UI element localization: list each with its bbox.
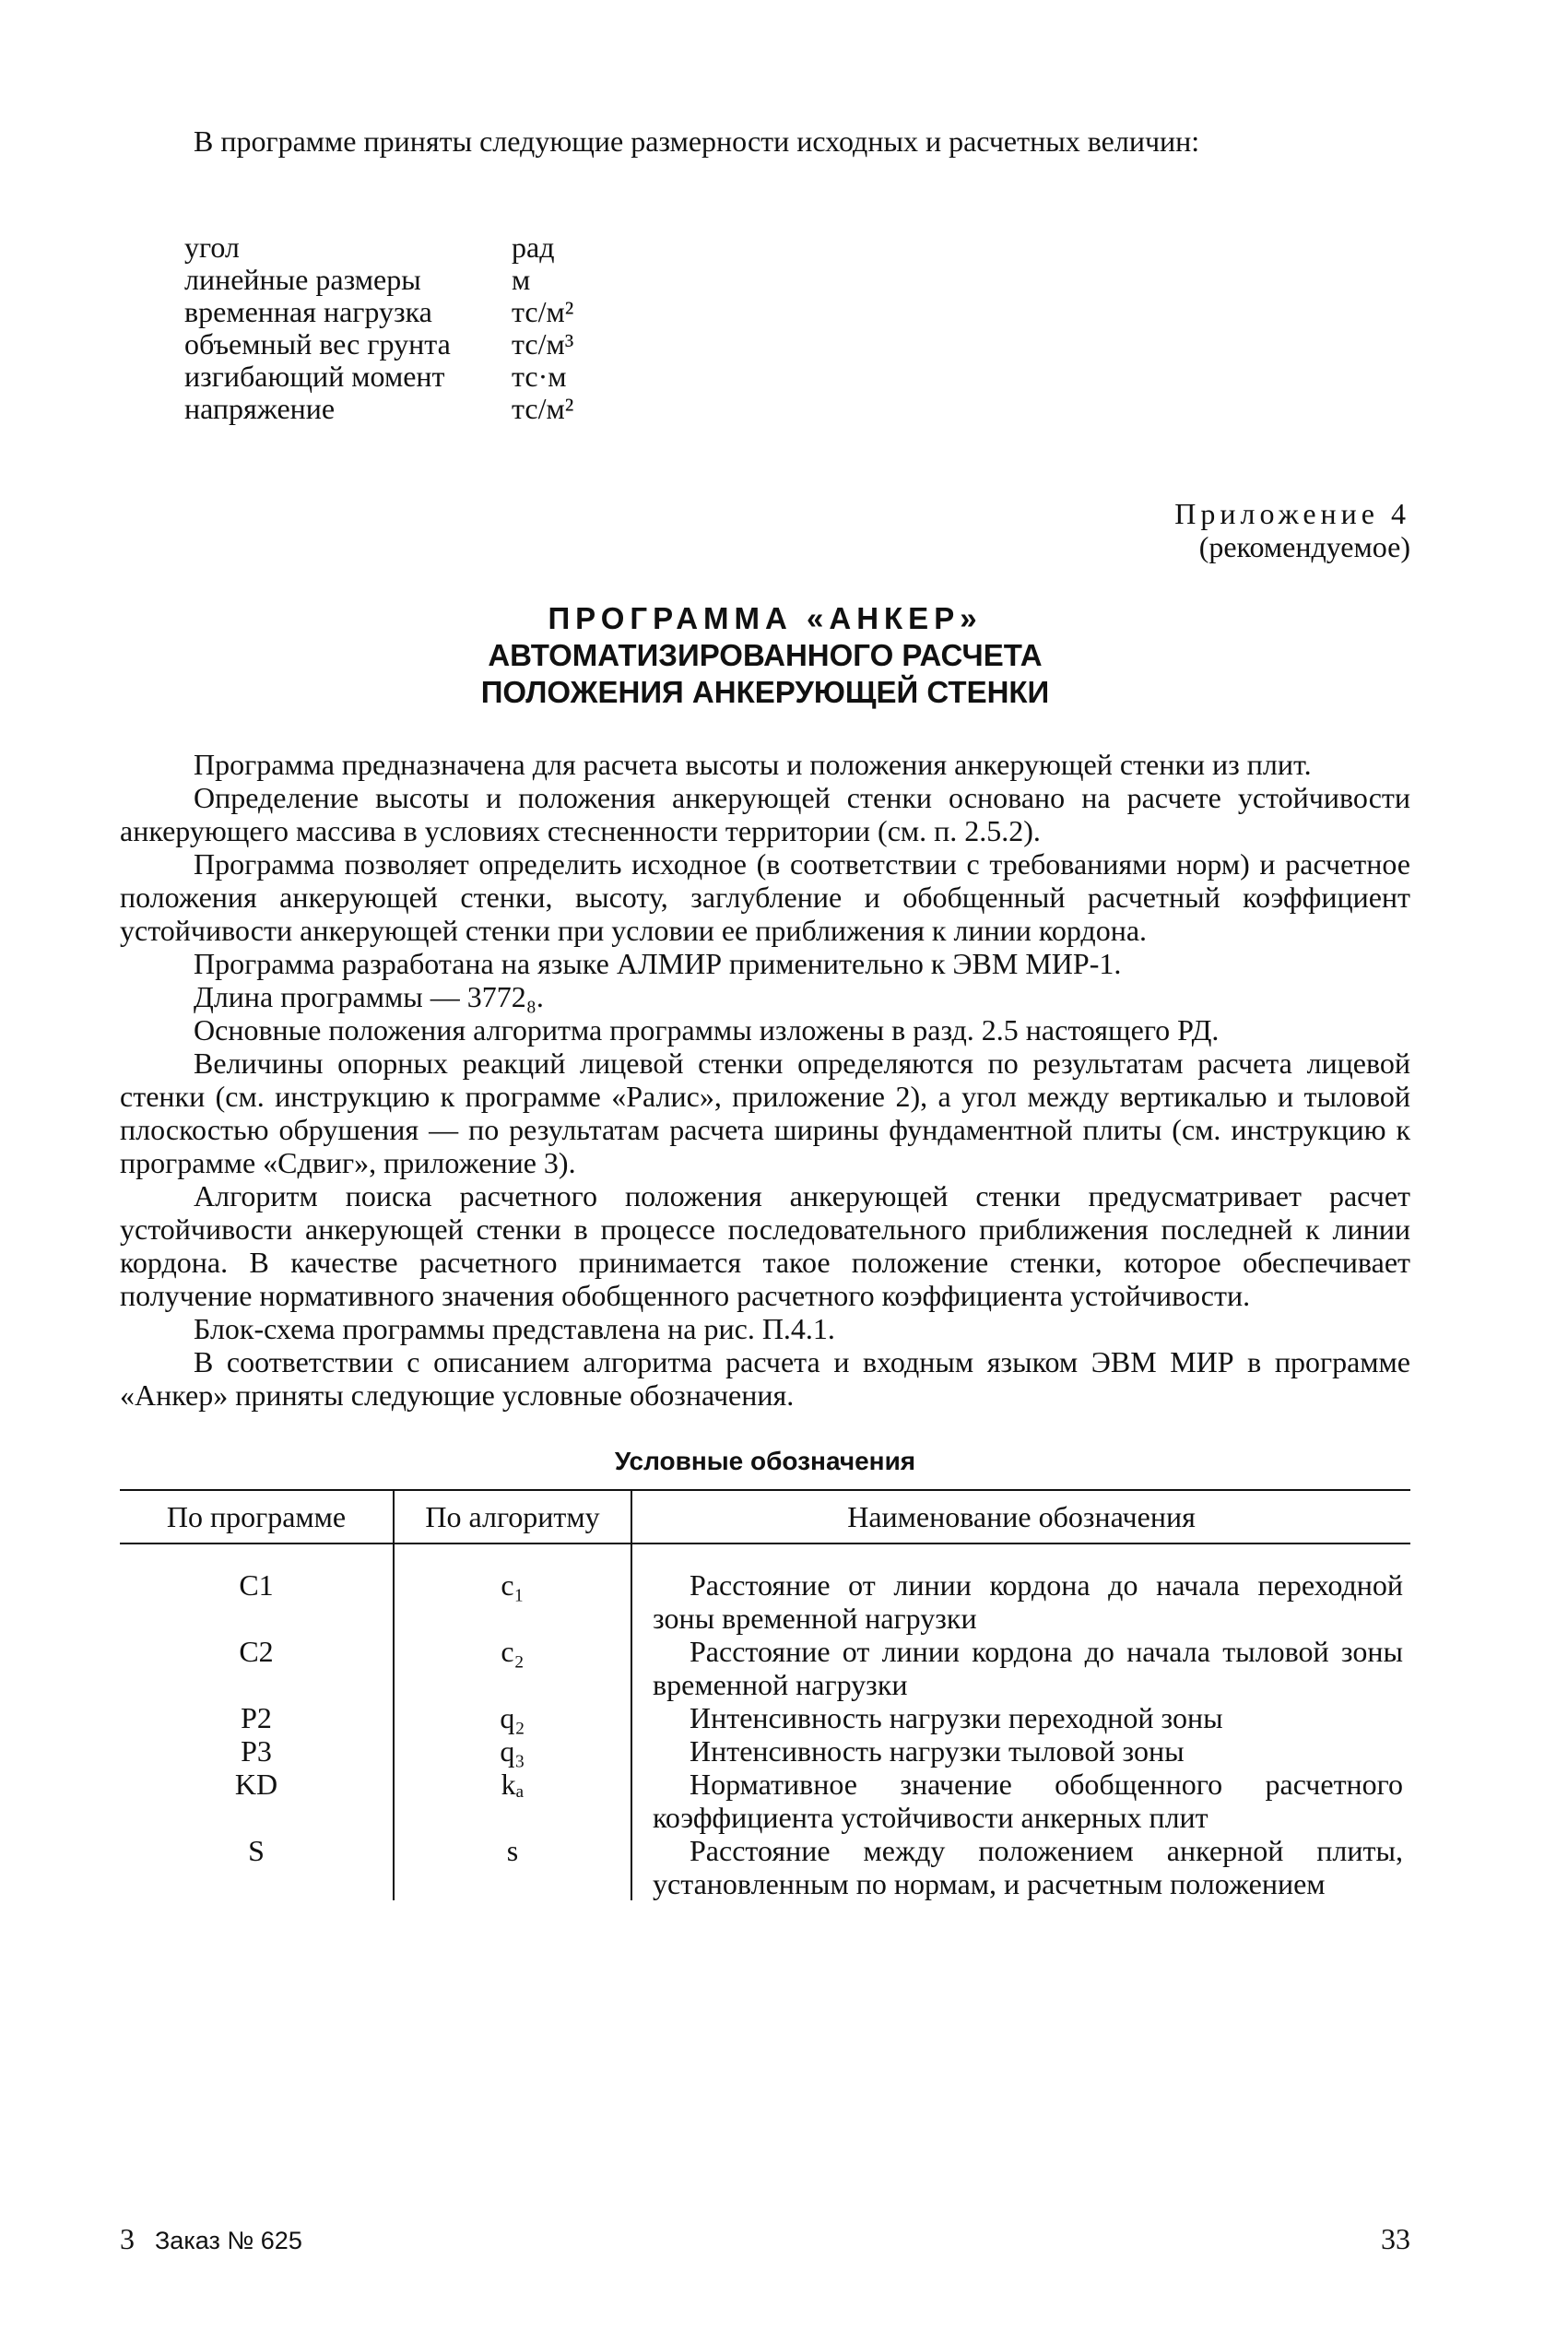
cell-program: S (120, 1834, 394, 1900)
paragraph: Программа предназначена для расчета высоты и положения анкерующей стенки из плит. (194, 748, 1312, 781)
table-row (120, 1734, 1410, 1768)
paragraph: Программа разработана на языке АЛМИР применительно к ЭВМ МИР-1. (194, 947, 1122, 980)
paragraph: Длина программы — 3772₈. (194, 980, 544, 1013)
cell-program: P2 (120, 1701, 394, 1734)
symbols-table (120, 1489, 1410, 1900)
unit-name: временная нагрузка (184, 295, 432, 328)
page (120, 124, 1410, 1900)
title-line: ПРОГРАММА «АНКЕР» (548, 601, 983, 635)
unit-value: тс·м (512, 360, 567, 393)
unit-value: тс/м² (512, 392, 574, 425)
page-number: 33 (1381, 2222, 1410, 2255)
unit-name: объемный вес грунта (184, 327, 451, 361)
table-row (120, 1701, 1410, 1734)
table-row (120, 1768, 1410, 1834)
cell-algorithm: s (394, 1834, 631, 1900)
paragraph: Определение высоты и положения анкерующей стенки основано на расчете устойчивости анкерующего массива в условиях стесненности территории (см. п. 2.5.2). (120, 781, 1410, 847)
cell-program: C1 (120, 1543, 394, 1635)
unit-value: рад (512, 231, 555, 264)
cell-description: Нормативное значение обобщенного расчетного коэффициента устойчивости анкерных плит (653, 1768, 1403, 1834)
paragraph: Программа позволяет определить исходное (в соответствии с требованиями норм) и расчетное положения анкерующей стенки, высоту, заглубление и обобщенный расчетный коэффициент устойчивости анкерующей стенки при условии ее приближения к линии кордона. (120, 847, 1410, 947)
cell-algorithm: kₐ (394, 1768, 631, 1834)
title-line: ПОЛОЖЕНИЯ АНКЕРУЮЩЕЙ СТЕНКИ (480, 675, 1050, 709)
cell-description: Интенсивность нагрузки переходной зоны (690, 1701, 1223, 1734)
appendix-note: (рекомендуемое) (1198, 530, 1410, 563)
intro-text: В программе приняты следующие размерности исходных и расчетных величин: (194, 124, 1200, 158)
footer-order (120, 2222, 302, 2256)
header-program: По программе (120, 1490, 394, 1543)
cell-program: C2 (120, 1635, 394, 1701)
unit-name: изгибающий момент (184, 360, 445, 393)
table-caption: Условные обозначения (614, 1447, 916, 1475)
cell-program: P3 (120, 1734, 394, 1768)
unit-value: тс/м³ (512, 327, 574, 361)
table-row (120, 1635, 1410, 1701)
cell-algorithm: c₁ (394, 1543, 631, 1635)
header-description: Наименование обозначения (631, 1490, 1410, 1543)
unit-value: м (512, 263, 531, 296)
page-title (120, 600, 1410, 711)
unit-name: линейные размеры (184, 263, 421, 296)
unit-row (184, 296, 664, 328)
table-row (120, 1543, 1410, 1635)
title-line: АВТОМАТИЗИРОВАННОГО РАСЧЕТА (488, 638, 1043, 672)
unit-row (184, 264, 664, 296)
table-header-row (120, 1490, 1410, 1543)
table-row (120, 1834, 1410, 1900)
order-number: Заказ № 625 (155, 2227, 302, 2254)
cell-algorithm: q₂ (394, 1701, 631, 1734)
paragraph: Алгоритм поиска расчетного положения анкерующей стенки предусматривает расчет устойчивости анкерующей стенки в процессе последовательного приближения последней к линии кордона. В качестве расчетного принимается такое положение стенки, которое обеспечивает получение нормативного значения обобщенного расчетного коэффициента устойчивости. (120, 1179, 1410, 1312)
appendix-label: Приложение 4 (1174, 497, 1410, 530)
cell-description: Расстояние от линии кордона до начала переходной зоны временной нагрузки (653, 1568, 1403, 1635)
unit-row (184, 361, 664, 393)
unit-value: тс/м² (512, 295, 574, 328)
cell-algorithm: q₃ (394, 1734, 631, 1768)
unit-row (184, 328, 664, 361)
unit-row (184, 231, 664, 264)
units-list (184, 231, 664, 425)
cell-description: Расстояние между положением анкерной плиты, установленным по нормам, и расчетным положением (653, 1834, 1403, 1900)
paragraph: Величины опорных реакций лицевой стенки определяются по результатам расчета лицевой стенки (см. инструкцию к программе «Ралис», приложение 2), а угол между вертикалью и тыловой плоскостью обрушения — по результатам расчета ширины фундаментной плиты (см. инструкцию к программе «Сдвиг», приложение 3). (120, 1047, 1410, 1179)
paragraph: Блок-схема программы представлена на рис. П.4.1. (194, 1312, 835, 1345)
paragraph: В соответствии с описанием алгоритма расчета и входным языком ЭВМ МИР в программе «Анкер» приняты следующие условные обозначения. (120, 1345, 1410, 1412)
page-footer (120, 2222, 1410, 2256)
cell-description: Расстояние от линии кордона до начала тыловой зоны временной нагрузки (653, 1635, 1403, 1701)
unit-row (184, 393, 664, 425)
cell-description: Интенсивность нагрузки тыловой зоны (690, 1734, 1185, 1768)
unit-name: напряжение (184, 392, 336, 425)
sheet-number: 3 (120, 2222, 135, 2255)
body-text (120, 748, 1410, 1412)
cell-algorithm: c₂ (394, 1635, 631, 1701)
header-algorithm: По алгоритму (394, 1490, 631, 1543)
paragraph: Основные положения алгоритма программы изложены в разд. 2.5 настоящего РД. (194, 1013, 1220, 1047)
cell-program: KD (120, 1768, 394, 1834)
unit-name: угол (184, 231, 240, 264)
